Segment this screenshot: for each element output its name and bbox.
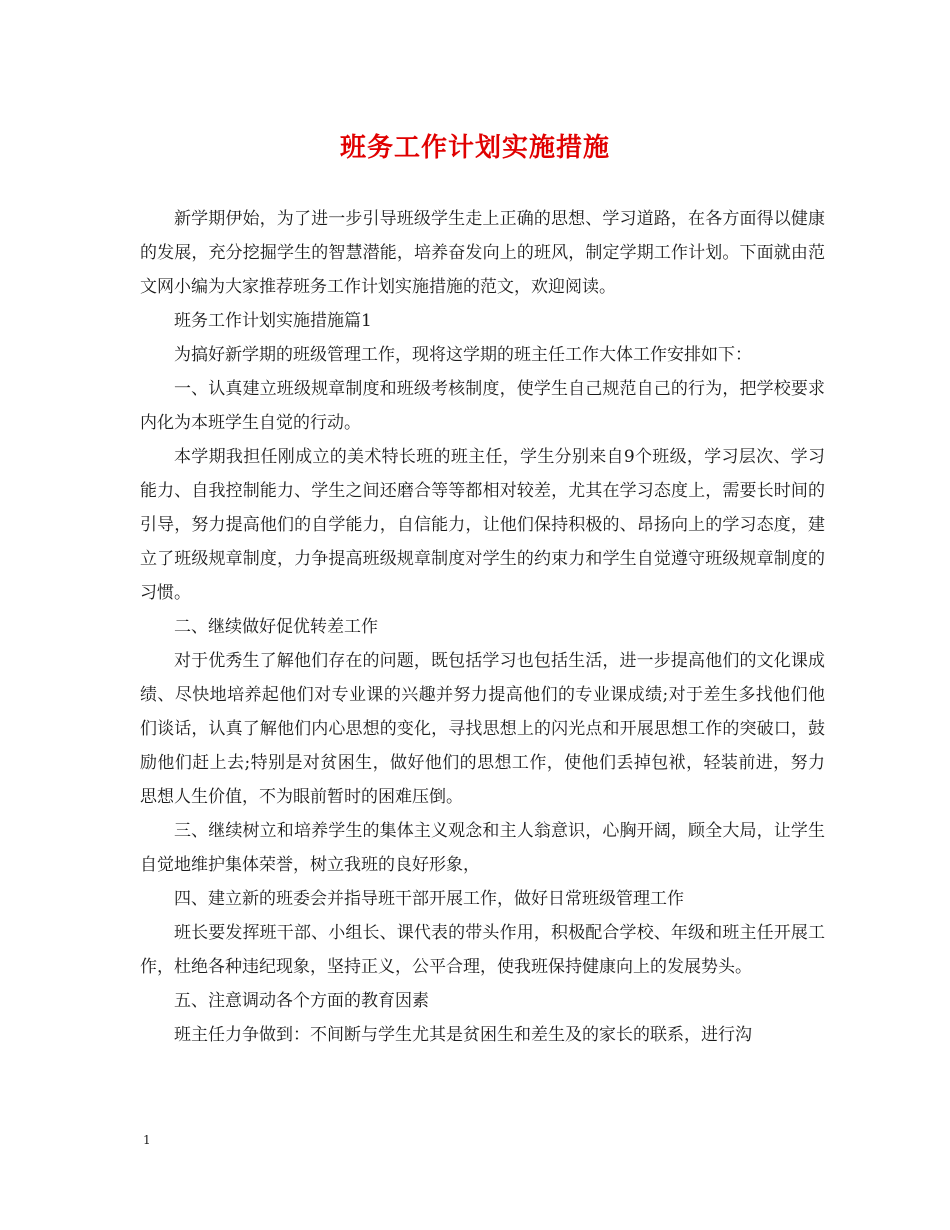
paragraph: 班主任力争做到：不间断与学生尤其是贫困生和差生及的家长的联系，进行沟	[174, 1025, 752, 1045]
section-heading: 班务工作计划实施措施篇1	[174, 311, 372, 331]
section-heading: 二、继续做好促优转差工作	[174, 617, 378, 637]
paragraph: 新学期伊始，为了进一步引导班级学生走上正确的思想、学习道路，在各方面得以健康的发展，充分挖掘学生的智慧潜能，培养奋发向上的班风，制定学期工作计划。下面就由范文网小编为大家推荐班务工作计划实施措施的范文，欢迎阅读。	[140, 209, 825, 297]
paragraph: 三、继续树立和培养学生的集体主义观念和主人翁意识，心胸开阔，顾全大局，让学生自觉地维护集体荣誉，树立我班的良好形象，	[140, 821, 825, 875]
section-heading: 五、注意调动各个方面的教育因素	[174, 991, 429, 1011]
paragraph: 一、认真建立班级规章制度和班级考核制度，使学生自己规范自己的行为，把学校要求内化为本班学生自觉的行动。	[140, 379, 825, 433]
paragraph: 为搞好新学期的班级管理工作，现将这学期的班主任工作大体工作安排如下：	[174, 345, 752, 365]
paragraph: 班长要发挥班干部、小组长、课代表的带头作用，积极配合学校、年级和班主任开展工作，杜绝各种违纪现象，坚持正义，公平合理，使我班保持健康向上的发展势头。	[140, 923, 825, 977]
page-number: 1	[143, 1133, 151, 1147]
section-heading: 四、建立新的班委会并指导班干部开展工作，做好日常班级管理工作	[174, 889, 684, 909]
document-body	[140, 202, 825, 1052]
paragraph: 对于优秀生了解他们存在的问题，既包括学习也包括生活，进一步提高他们的文化课成绩、尽快地培养起他们对专业课的兴趣并努力提高他们的专业课成绩;对于差生多找他们他们谈话，认真了解他们内心思想的变化，寻找思想上的闪光点和开展思想工作的突破口，鼓励他们赶上去;特别是对贫困生，做好他们的思想工作，使他们丢掉包袱，轻装前进，努力思想人生价值，不为眼前暂时的困难压倒。	[140, 651, 825, 807]
paragraph: 本学期我担任刚成立的美术特长班的班主任，学生分别来自9个班级，学习层次、学习能力、自我控制能力、学生之间还磨合等等都相对较差，尤其在学习态度上，需要长时间的引导，努力提高他们的自学能力，自信能力，让他们保持积极的、昂扬向上的学习态度，建立了班级规章制度，力争提高班级规章制度对学生的约束力和学生自觉遵守班级规章制度的习惯。	[140, 447, 825, 603]
document-title: 班务工作计划实施措施	[339, 133, 610, 163]
